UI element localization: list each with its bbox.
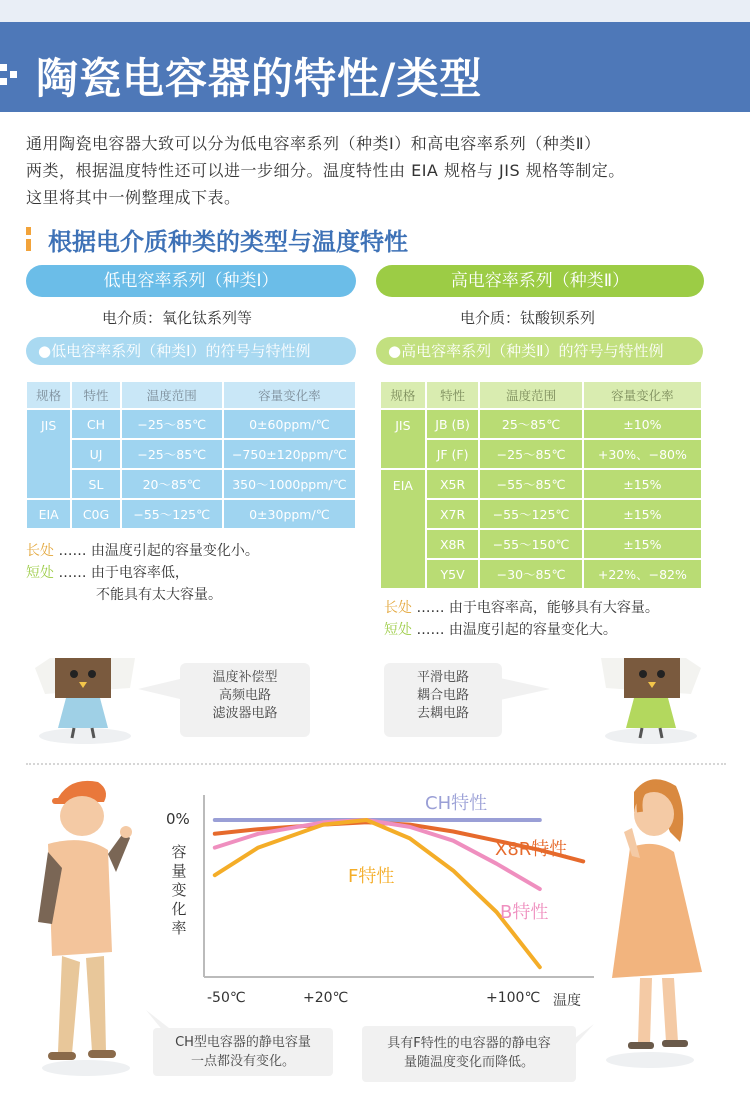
low-pros-cons: [26, 540, 259, 606]
rate-cell: 0±60ppm/℃: [223, 409, 356, 439]
header-cell: 规格: [26, 381, 71, 409]
header-cell: 温度范围: [121, 381, 223, 409]
con-text: 不能具有太大容量。: [96, 587, 222, 603]
range-cell: 25～85℃: [479, 409, 582, 439]
low-uses-bubble: [180, 663, 310, 737]
table-row: [26, 469, 356, 499]
bullet-dots-icon: [0, 60, 16, 90]
table-row: [26, 499, 356, 529]
char-cell: SL: [71, 469, 120, 499]
capacitor-mascot-right-icon: [596, 650, 706, 745]
con-line: [26, 562, 259, 584]
char-cell: C0G: [71, 499, 120, 529]
series-label-2: B特性: [500, 902, 549, 923]
table-row: [380, 499, 702, 529]
section-divider: [26, 763, 726, 765]
use-item: 去耦电路: [416, 706, 469, 721]
series-label-1: X8R特性: [495, 839, 568, 860]
range-cell: −25～85℃: [121, 439, 223, 469]
intro-line: 两类，根据温度特性还可以进一步细分。温度特性由 EIA 规格与 JIS 规格等制定。: [26, 161, 625, 180]
high-pros-cons: [384, 597, 659, 641]
rate-cell: ±15%: [583, 529, 702, 559]
use-item: 温度补偿型: [212, 670, 278, 685]
x-axis-label: 温度: [553, 993, 581, 1009]
section-title: 根据电介质种类的类型与温度特性: [48, 228, 408, 256]
intro-line: 通用陶瓷电容器大致可以分为低电容率系列（种类Ⅰ）和高电容率系列（种类Ⅱ）: [26, 134, 601, 153]
con-key: 短处: [26, 565, 54, 581]
char-cell: JF (F): [426, 439, 480, 469]
low-dielectric: 电介质：氧化钛系列等: [102, 309, 253, 327]
table-row: [380, 439, 702, 469]
x-tick-label: +20℃: [303, 990, 349, 1006]
range-cell: −25～85℃: [479, 439, 582, 469]
temperature-characteristic-chart: [150, 785, 600, 1015]
capacitor-mascot-left-icon: [30, 650, 140, 745]
page-header: [0, 22, 750, 112]
range-cell: 20～85℃: [121, 469, 223, 499]
bubble-tail-icon: [138, 676, 184, 702]
range-cell: −55～85℃: [479, 469, 582, 499]
char-cell: X5R: [426, 469, 480, 499]
pro-text: …… 由于电容率高，能够具有大容量。: [416, 600, 659, 616]
x-tick-label: -50℃: [207, 990, 246, 1006]
y-axis-label: 容量变化率: [171, 843, 187, 937]
char-cell: UJ: [71, 439, 120, 469]
bubble-tail-icon: [500, 676, 550, 702]
f-note: [362, 1026, 576, 1082]
header-cell: 特性: [71, 381, 120, 409]
boy-illustration-icon: [28, 772, 138, 1082]
page-title: 陶瓷电容器的特性/类型: [36, 54, 483, 103]
std-cell: EIA: [26, 499, 71, 529]
range-cell: −55～125℃: [479, 499, 582, 529]
pro-key: 长处: [26, 543, 54, 559]
note-line: CH型电容器的静电容量: [175, 1035, 311, 1050]
header-cell: 温度范围: [479, 381, 582, 409]
note-line: 量随温度变化而降低。: [403, 1055, 534, 1070]
pro-text: …… 由温度引起的容量变化小。: [58, 543, 259, 559]
intro-line: 这里将其中一例整理成下表。: [26, 188, 241, 207]
table-row: [380, 409, 702, 439]
con-text: …… 由温度引起的容量变化大。: [416, 622, 617, 638]
intro-paragraph: [26, 130, 726, 211]
rate-cell: ±15%: [583, 469, 702, 499]
header-cell: 容量变化率: [223, 381, 356, 409]
table-header-row: [26, 381, 356, 409]
series-label-0: CH特性: [425, 793, 488, 814]
header-cell: 特性: [426, 381, 480, 409]
use-item: 高频电路: [218, 688, 271, 703]
rate-cell: ±15%: [583, 499, 702, 529]
heading-marker-icon: [26, 239, 31, 251]
header-cell: 容量变化率: [583, 381, 702, 409]
table-row: [380, 559, 702, 589]
char-cell: X8R: [426, 529, 480, 559]
low-spec-table: [25, 380, 357, 530]
note-line: 一点都没有变化。: [190, 1054, 295, 1069]
char-cell: JB (B): [426, 409, 480, 439]
con-line: [384, 619, 659, 641]
top-strip: [0, 0, 750, 22]
range-cell: −30～85℃: [479, 559, 582, 589]
pro-key: 长处: [384, 600, 412, 616]
pro-line: [384, 597, 659, 619]
high-uses-bubble: [384, 663, 502, 737]
high-dielectric: 电介质：钛酸钡系列: [460, 309, 596, 327]
ch-note: [153, 1028, 333, 1076]
std-cell: JIS: [26, 409, 71, 499]
std-cell: EIA: [380, 469, 426, 589]
rate-cell: 350～1000ppm/℃: [223, 469, 356, 499]
rate-cell: −750±120ppm/℃: [223, 439, 356, 469]
low-series-label: 低电容率系列（种类Ⅰ）: [26, 265, 356, 297]
heading-marker-icon: [26, 227, 31, 235]
range-cell: −25～85℃: [121, 409, 223, 439]
table-header-row: [380, 381, 702, 409]
table-row: [26, 409, 356, 439]
rate-cell: 0±30ppm/℃: [223, 499, 356, 529]
use-item: 平滑电路: [416, 670, 469, 685]
rate-cell: +22%、−82%: [583, 559, 702, 589]
table-row: [380, 469, 702, 499]
pro-line: [26, 540, 259, 562]
table-row: [26, 439, 356, 469]
range-cell: −55～125℃: [121, 499, 223, 529]
header-cell: 规格: [380, 381, 426, 409]
char-cell: CH: [71, 409, 120, 439]
series-label-3: F特性: [348, 866, 395, 887]
table-row: [380, 529, 702, 559]
use-item: 滤波器电路: [212, 706, 278, 721]
y-tick-label: 0%: [166, 810, 190, 828]
use-item: 耦合电路: [416, 688, 469, 703]
note-line: 具有F特性的电容器的静电容: [387, 1036, 551, 1051]
high-series-label: 高电容率系列（种类Ⅱ）: [376, 265, 704, 297]
low-table-title: ●低电容率系列（种类Ⅰ）的符号与特性例: [26, 337, 356, 365]
girl-illustration-icon: [590, 772, 720, 1072]
high-table-title: ●高电容率系列（种类Ⅱ）的符号与特性例: [376, 337, 703, 365]
high-spec-table: [379, 380, 703, 590]
con-key: 短处: [384, 622, 412, 638]
rate-cell: ±10%: [583, 409, 702, 439]
char-cell: Y5V: [426, 559, 480, 589]
con-text: …… 由于电容率低，: [58, 565, 189, 581]
char-cell: X7R: [426, 499, 480, 529]
x-tick-label: +100℃: [486, 990, 541, 1006]
std-cell: JIS: [380, 409, 426, 469]
rate-cell: +30%、−80%: [583, 439, 702, 469]
range-cell: −55～150℃: [479, 529, 582, 559]
series-line-3: [215, 820, 540, 967]
